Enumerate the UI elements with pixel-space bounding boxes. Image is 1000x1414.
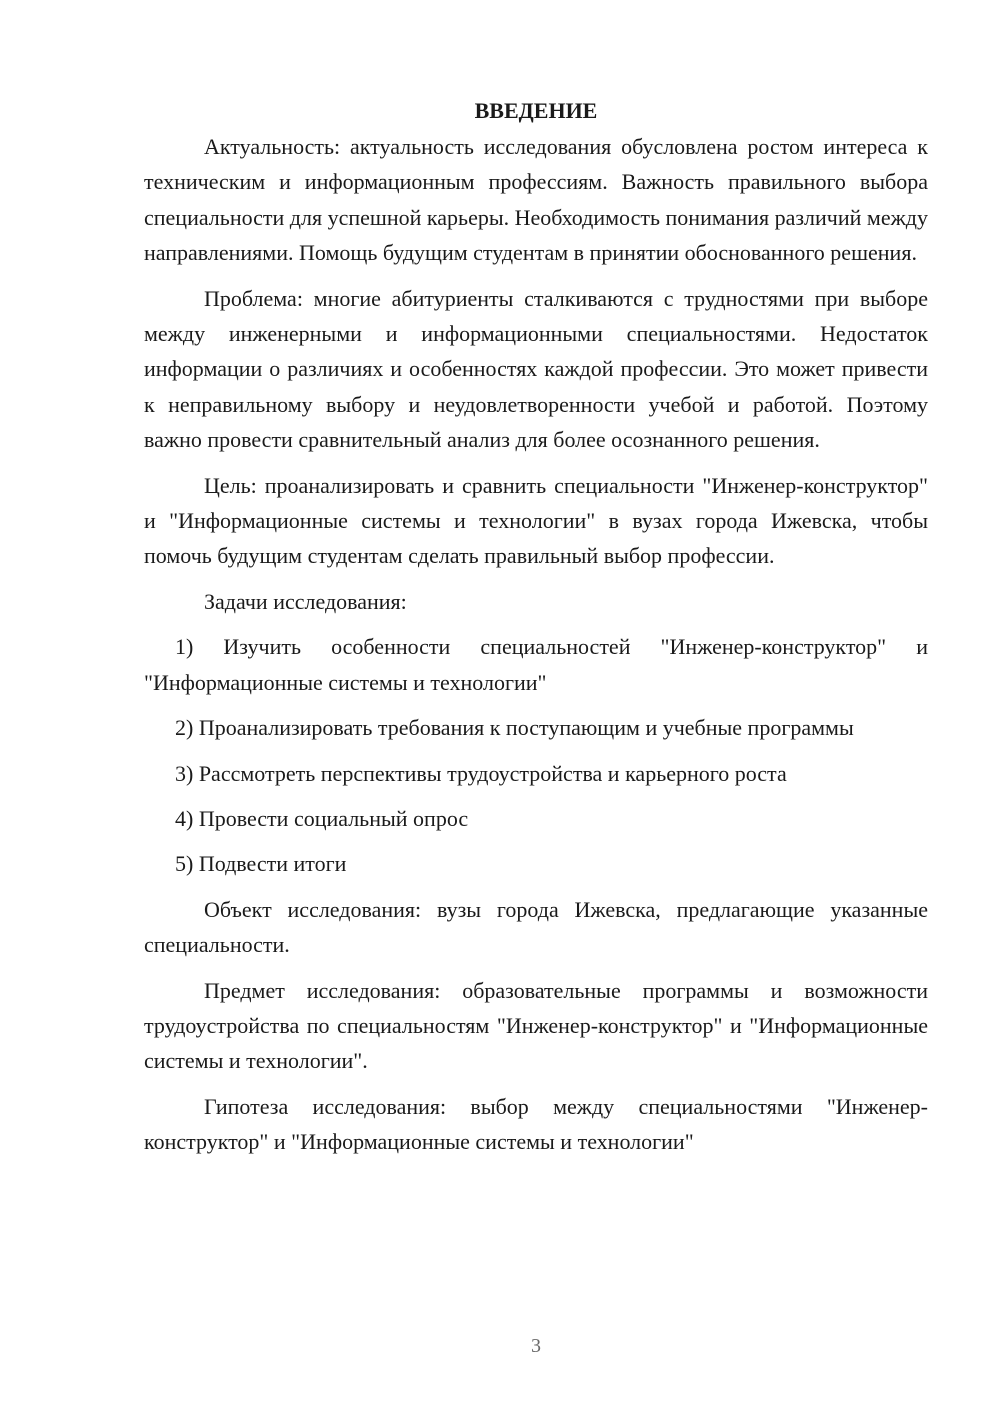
problem-paragraph: Проблема: многие абитуриенты сталкиваются с трудностями при выборе между инженерными и информационными специальностями. Недостаток информации о различиях и особенностях каждой профессии. Это может привести к неправильному выбору и неудовлетворенности учебой и работой. Поэтому важно провести сравнительный анализ для более осознанного решения.: [144, 285, 928, 453]
page-number: 3: [531, 1335, 541, 1357]
task-item: 5) Подвести итоги: [175, 851, 347, 877]
task-item: 4) Провести социальный опрос: [175, 805, 469, 831]
goal-paragraph: Цель: проанализировать и сравнить специальности "Инженер-конструктор" и "Информационные системы и технологии" в вузах города Ижевска, чтобы помочь будущим студентам сделать правильный выбор профессии.: [144, 472, 928, 569]
tasks-heading: Задачи исследования:: [204, 588, 407, 614]
relevance-paragraph: Актуальность: актуальность исследования обусловлена ростом интереса к техническим и информационным профессиям. Важность правильного выбора специальности для успешной карьеры. Необходимость понимания различий между направлениями. Помощь будущим студентам в принятии обоснованного решения.: [144, 134, 928, 266]
object-paragraph: Объект исследования: вузы города Ижевска, предлагающие указанные специальности.: [144, 896, 928, 958]
task-item: 3) Рассмотреть перспективы трудоустройства и карьерного роста: [175, 760, 787, 786]
hypothesis-paragraph: Гипотеза исследования: выбор между специальностями "Инженер-конструктор" и "Информационные системы и технологии": [144, 1093, 928, 1155]
task-item: 1) Изучить особенности специальностей "Инженер-конструктор" и "Информационные системы и технологии": [144, 634, 928, 695]
task-item: 2) Проанализировать требования к поступающим и учебные программы: [175, 715, 854, 741]
page-body: [144, 96, 928, 1170]
section-title: ВВЕДЕНИЕ: [474, 98, 598, 123]
subject-paragraph: Предмет исследования: образовательные программы и возможности трудоустройства по специальностям "Инженер-конструктор" и "Информационные системы и технологии".: [144, 977, 928, 1074]
